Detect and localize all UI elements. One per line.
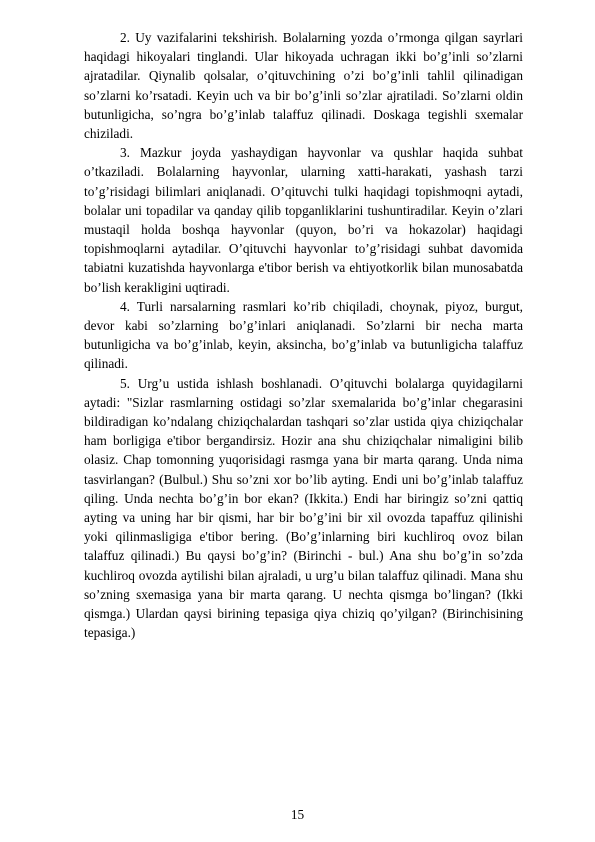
paragraph-homework-check: 2. Uy vazifalarini tekshirish. Bolalarning yozda o’rmonga qilgan sayrlari haqidagi hikoyalari tinglandi. Ular hikoyada uchragan ikki bo’g’inli so’zlarni ajratadilar. Qiynalib qolsalar, o’qituvchining o’zi bo’g’inli tahlil qilinadigan so’zlarni ko’rsatadi. Keyin uch va bir bo’g’inli so’zlar ajratiladi. So’zlarni oldin butunligicha, so’ngra bo’g’inlab talaffuz qilinadi. Doskaga tegishli sxemalar chiziladi.	[84, 30, 523, 142]
document-page	[84, 28, 523, 643]
paragraph-animals-discussion: 3. Mazkur joyda yashaydigan hayvonlar va qushlar haqida suhbat o’tkaziladi. Bolalarning hayvonlar, ularning xatti-harakati, yashash tarzi to’g’risidagi bilimlari aniqlanadi. O’qituvchi tulki haqidagi topishmoqni aytadi, bolalar uni topadilar va qanday qilib topganliklarini tushuntiradilar. Keyin o’zlari mustaqil holda boshqa hayvonlar (quyon, bo’ri va hokazolar) haqidagi topishmoqlarni aytadilar. O’qituvchi hayvonlar to’g’risidagi suhbat davomida tabiatni kuzatishda hayvonlarga e'tibor berish va ehtiyotkorlik bilan munosabatda bo’lish kerakligini uqtiradi.	[84, 145, 523, 295]
paragraph-stress-work: 5. Urg’u ustida ishlash boshlanadi. O’qituvchi bolalarga quyidagilarni aytadi: "Sizlar rasmlarning ostidagi so’zlar sxemalarida bo’g’inlar chegarasini bildiradigan ko’ndalang chiziqchalardan tashqari so’zlar ustida qiya chiziqchalar ham borligiga e'tibor bergandirsiz. Hozir ana shu chiziqchalar nimaligini bilib olasiz. Chap tomonning yuqorisidagi rasmga yana bir marta qarang. Unda nima tasvirlangan? (Bulbul.) Shu so’zni xor bo’lib ayting. Endi uni bo’g’inlab talaffuz qiling. Unda nechta bo’g’in bor ekan? (Ikkita.) Endi har biringiz so’zni qattiq ayting va uning har bir qismi, har bir bo’g’ini bir xil ovozda tapaffuz qilinishi yoki qilinmasligiga e'tibor bering. (Bo’g’inlarning biri kuchliroq ovoz bilan talaffuz qilinadi.) Bu qaysi bo’g’in? (Birinchi - bul.) Ana shu bo’g’in so’zda kuchliroq ovozda aytilishi bilan ajraladi, u urg’u bilan talaffuz qilinadi. Mana shu so’zning sxemasiga yana bir marta qarang. U nechta qismga bo’lingan? (Ikki qismga.) Ulardan qaysi birining tepasiga qiya chiziq qo’yilgan? (Birinchisining tepasiga.)	[84, 375, 523, 641]
paragraph-pictures-syllables: 4. Turli narsalarning rasmlari ko’rib chiqiladi, choynak, piyoz, burgut, devor kabi so’zlarning bo’g’inlari aniqlanadi. So’zlarni bir necha marta butunligicha va bo’g’inlab, keyin, aksincha, bo’g’inlab va butunligicha talaffuz qilinadi.	[84, 298, 523, 372]
page-number: 15	[290, 807, 305, 822]
